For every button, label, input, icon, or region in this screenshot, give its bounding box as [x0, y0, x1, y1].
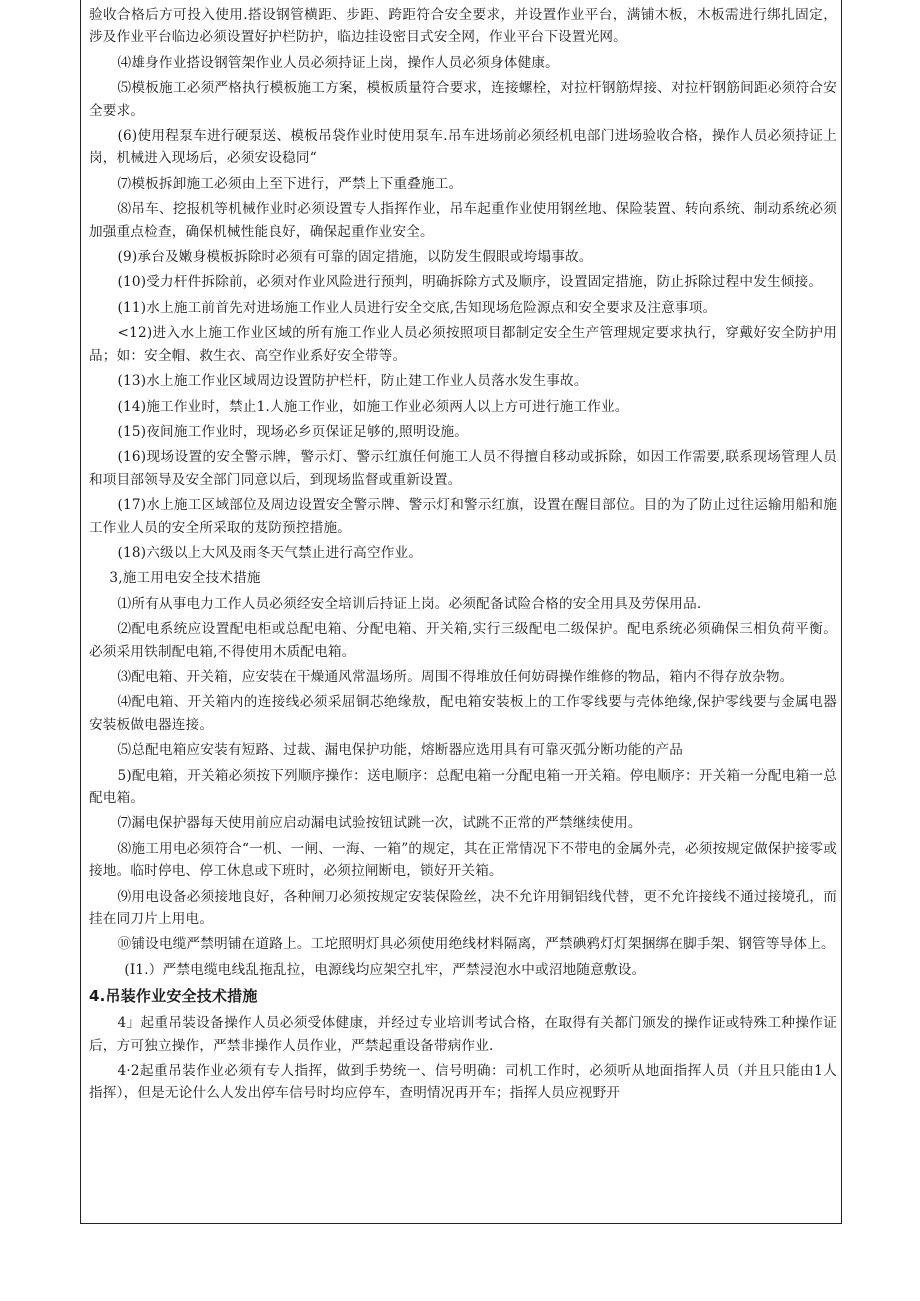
paragraph: ⑼用电设备必须接地良好，各种闸刀必须按规定安装保险丝，决不允许用铜铝线代替，更不允许接线不通过接境孔，而挂在同刀片上用电。: [89, 888, 837, 928]
paragraph: ⑵配电系统应设置配电柜或总配电箱、分配电箱、开关箱,实行三级配电二级保护。配电系统必须确保三相负荷平衡。必须采用铁制配电箱,不得使用木质配电箱。: [89, 621, 837, 660]
paragraph: ⑺漏电保护器每天使用前应启动漏电试验按钮试跳一次，试跳不正常的严禁继续使用。: [117, 815, 642, 832]
paragraph: ⑴所有从事电力工作人员必须经安全培训后持证上岗。必须配备试险合格的安全用具及劳保用品.: [117, 595, 702, 612]
paragraph: ⑺模板拆卸施工必须由上至下进行，严禁上下重叠施工。: [117, 175, 463, 192]
paragraph: (6)使用程泵车进行硬泵送、模板吊袋作业时使用泵车.吊车进场前必须经机电部门进场验收合格，操作人员必须持证上岗，机械进入现场后，必须安设稳同“: [89, 128, 837, 167]
paragraph: (18)六级以上大风及雨冬天气禁止进行高空作业。: [117, 544, 423, 561]
paragraph: 5)配电箱，开关箱必须按下列顺序操作：送电顺序：总配电箱一分配电箱一开关箱。停电顺序：开关箱一分配电箱一总配电箱。: [89, 767, 837, 806]
paragraph: ⑷雄身作业搭设钢管架作业人员必须持证上岗，操作人员必须身体健康。: [117, 54, 559, 71]
paragraph: (13)水上施工作业区域周边设置防护栏杆，防止建工作业人员落水发生事故。: [117, 373, 588, 390]
paragraph: (11)水上施工前首先对进场施工作业人员进行安全交底,吿知现场危险源点和安全要求及注意事项。: [117, 299, 717, 316]
paragraph: 验收合格后方可投入使用.搭设钢管横距、步距、跨距符合安全要求，并设置作业平台，满铺木板，木板需进行绑扎固定，涉及作业平台临边必须设置好护栏防护，临边挂设密目式安全网，作业平台下设置光网。: [89, 7, 837, 46]
paragraph: 4·2起重吊装作业必须有专人指挥，做到手势统一、信号明确：司机工作时，必须听从地面指挥人员（并且只能由1人指挥），但是无论什么人发出停车信号时均应停车，查明情况再开车；指挥人员应视野开: [89, 1063, 837, 1102]
paragraph: (16)现场设置的安全警示牌，警示灯、警示红旗任何施工人员不得擅自移动或拆除，如因工作需要,联系现场管理人员和项目部领导及安全部门同意以后，到现场监督或重新设置。: [89, 449, 837, 488]
paragraph: ⑸总配电箱应安装有短路、过裁、漏电保护功能，熔断器应选用具有可靠灭弧分断功能的产品: [117, 742, 684, 759]
paragraph: (9)承台及嫩身模板拆除时必须有可靠的固定措施，以防发生假眼或垮塌事故。: [117, 249, 593, 266]
paragraph: ⑻施工用电必须符合“一机、一闸、一海、一箱”的规定，其在正常情况下不带电的金属外壳，必须按规定做保护接零或接地。临时停电、停工休息或下班时，必须拉闸断电，锁好开关箱。: [89, 840, 837, 880]
paragraph: (14)施工作业时，禁止1.人施工作业，如施工作业必须两人以上方可进行施工作业。: [117, 398, 629, 415]
section-heading: 4.吊装作业安全技术措施: [89, 987, 258, 1006]
paragraph: ⑸模板施工必须严格执行模板施工方案，模板质量符合要求，连接螺栓，对拉杆钢筋焊接、对拉杆钢筋间距必须符合安全要求。: [89, 80, 837, 119]
paragraph: 4」起重吊装设备操作人员必须受体健康，并经过专业培训考试合格，在取得有关都门颁发的操作证或特殊工种操作证后，方可独立操作，严禁非操作人员作业，严禁起重设备带病作业.: [89, 1015, 837, 1054]
paragraph: (17)水上施工区域部位及周边设置安全警示牌、警示灯和警示红旗，设置在醒目部位。目的为了防止过往运输用船和施工作业人员的安全所采取的芨防预控措施。: [89, 497, 837, 536]
paragraph: (15)夜间施工作业时，现场必乡页保证足够的,照明设施。: [117, 423, 469, 440]
paragraph: ⑩铺设电缆严禁明铺在道路上。工坨照明灯具必须使用绝线材料隔离，严禁碘鸦灯灯架捆绑在脚手架、钢管等导体上。: [117, 936, 835, 953]
section-heading: 3,施工用电安全技术措施: [109, 570, 261, 587]
paragraph: (I1.）严禁电缆电线乱拖乱拉，电源线均应架空扎牢，严禁浸泡水中或沼地随意敷设。: [124, 961, 646, 978]
paragraph: ⑷配电箱、开关箱内的连接线必须采屈铜芯绝缘敖，配电箱安装板上的工作零线要与壳体绝缘,保护零线要与金属电器安装板做电器连接。: [89, 694, 837, 733]
paragraph: (10)受力杆件拆除前，必须对作业风险进行预判，明确拆除方式及顺序，设置固定措施，防止拆除过程中发生倾接。: [117, 274, 823, 291]
paragraph: ⑶配电箱、开关箱，应安装在干燥通风常温场所。周围不得堆放任何妨碍操作维修的物品，箱内不得存放杂物。: [117, 668, 794, 685]
document-page: [80, 0, 842, 1224]
paragraph: ⑻吊车、挖报机等机械作业时必须设置专人指挥作业，吊车起重作业使用钢丝地、保险装置、转向系统、制动系统必须加强重点检查，确保机械性能良好，确保起重作业安全。: [89, 201, 837, 240]
paragraph: <12)进入水上施工作业区域的所有施工作业人员必须按照项目都制定安全生产管理规定要求执行，穿戴好安全防护用品；如：安全帽、救生衣、高空作业系好安全带等。: [89, 325, 837, 364]
